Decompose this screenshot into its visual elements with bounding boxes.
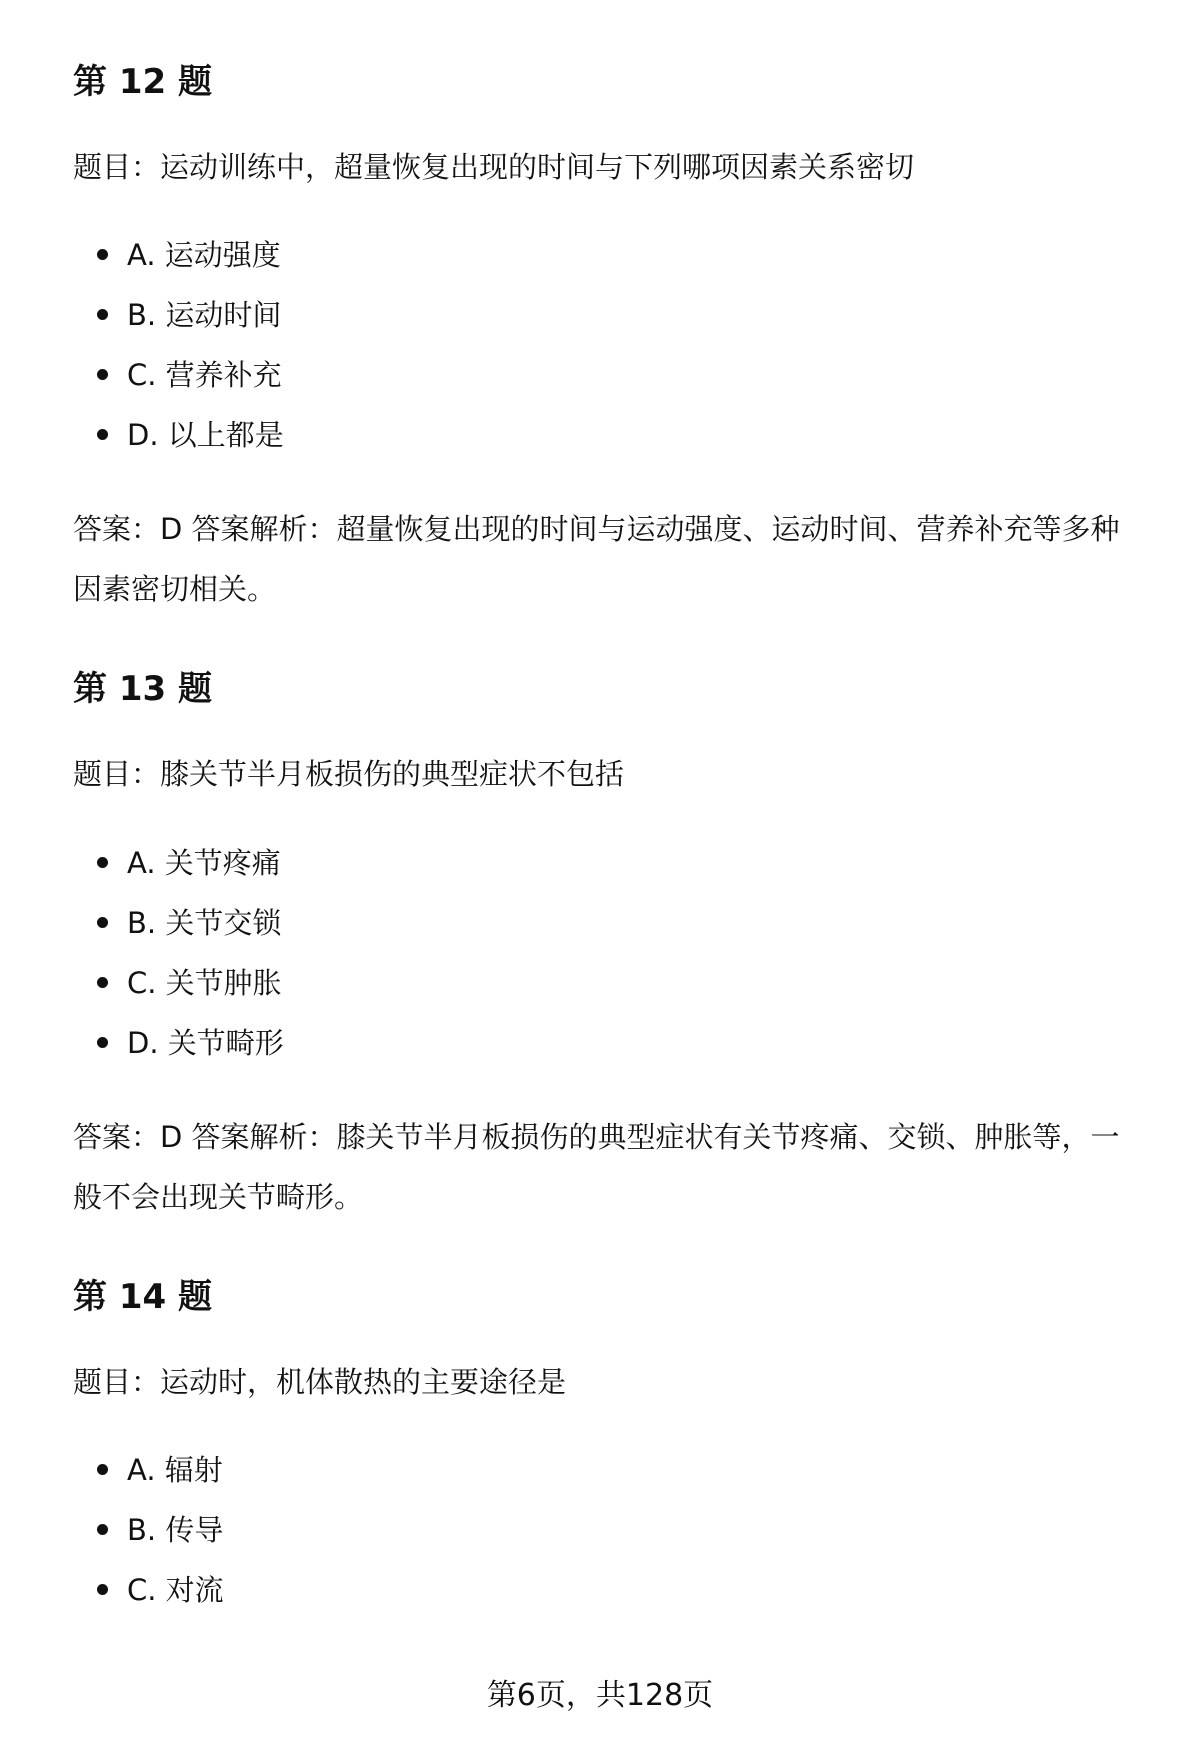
bullet-dot-icon (97, 977, 108, 988)
option-item (97, 1013, 1143, 1073)
question-text: 题目：运动时，机体散热的主要途径是 (73, 1364, 567, 1399)
option-label: C. 关节肿胀 (127, 965, 282, 1000)
option-item (97, 1440, 1143, 1500)
option-label: B. 运动时间 (127, 298, 282, 333)
option-item (97, 833, 1143, 893)
question-title: 第 14 题 (73, 1276, 212, 1317)
option-item (97, 225, 1143, 285)
bullet-dot-icon (97, 917, 108, 928)
option-label: A. 关节疼痛 (127, 845, 281, 880)
bullet-dot-icon (97, 1037, 108, 1048)
page-number: 第6页，共128页 (486, 1678, 714, 1713)
option-list (73, 225, 1143, 465)
option-label: D. 以上都是 (127, 418, 284, 453)
option-label: C. 对流 (127, 1573, 224, 1608)
option-item (97, 1500, 1143, 1560)
option-item (97, 285, 1143, 345)
bullet-dot-icon (97, 857, 108, 868)
answer-explanation: 答案：D 答案解析：膝关节半月板损伤的典型症状有关节疼痛、交锁、肿胀等，一般不会出现关节畸形。 (73, 1119, 1120, 1214)
bullet-dot-icon (97, 429, 108, 440)
question-text: 题目：膝关节半月板损伤的典型症状不包括 (73, 757, 625, 792)
option-label: B. 传导 (127, 1513, 224, 1548)
option-label: A. 辐射 (127, 1453, 223, 1488)
option-list (73, 1440, 1143, 1620)
question-title: 第 13 题 (73, 669, 212, 710)
question-13 (73, 669, 1143, 1226)
question-title: 第 12 题 (73, 62, 212, 102)
answer-explanation: 答案：D 答案解析：超量恢复出现的时间与运动强度、运动时间、营养补充等多种因素密切相关。 (73, 512, 1120, 607)
option-label: C. 营养补充 (127, 358, 282, 393)
bullet-dot-icon (97, 1464, 108, 1475)
option-item (97, 345, 1143, 405)
option-label: A. 运动强度 (127, 238, 281, 273)
option-list (73, 833, 1143, 1073)
question-14 (73, 1277, 1143, 1620)
option-item (97, 405, 1143, 465)
bullet-dot-icon (97, 1524, 108, 1535)
option-label: D. 关节畸形 (127, 1025, 284, 1060)
option-item (97, 893, 1143, 953)
document-content (73, 62, 1143, 1620)
option-item (97, 953, 1143, 1013)
option-label: B. 关节交锁 (127, 905, 282, 940)
bullet-dot-icon (97, 369, 108, 380)
question-12 (73, 62, 1143, 619)
bullet-dot-icon (97, 1584, 108, 1595)
bullet-dot-icon (97, 309, 108, 320)
bullet-dot-icon (97, 249, 108, 260)
option-item (97, 1560, 1143, 1620)
question-text: 题目：运动训练中，超量恢复出现的时间与下列哪项因素关系密切 (73, 149, 915, 184)
